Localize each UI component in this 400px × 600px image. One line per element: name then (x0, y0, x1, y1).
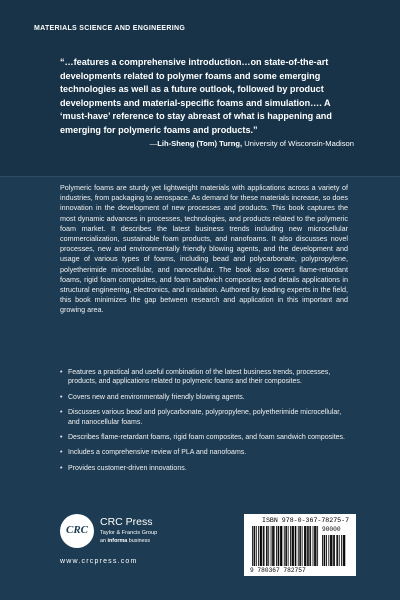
barcode-bar (308, 526, 309, 566)
barcode-bar (317, 526, 318, 566)
barcode-bar (299, 526, 300, 566)
addon-bar (331, 535, 332, 566)
barcode-bar (302, 526, 303, 566)
barcode-bar (314, 526, 315, 566)
book-description: Polymeric foams are sturdy yet lightweight materials with applications across a variety of industries, from packaging to aerospace. As demand for these materials increase, so does innovation in the development of new processes and products. This book captures the most dynamic advances in processes, technologies, and products related to the polymeric foam market. It describes the latest business trends including new microcellular commercialization, sustainable foam products, and nanofoams. It also discusses novel processes, new and environmentally friendly blowing agents, and the development and usage of various types of foams, including bead and polycarbonate, polypropylene, polyetherimide microcellular, and nanocellular. The book also covers flame-retardant foams, rigid foam composites, and foam sandwich composites and details applications in structural engineering, electronics, and insulation. Authored by leading experts in the field, this book minimizes the gap between research and application in this important and growing area. (60, 183, 348, 315)
barcode-bar (295, 526, 296, 566)
addon-bar (334, 535, 335, 566)
barcode-bar (286, 526, 287, 566)
addon-bar (337, 535, 338, 566)
feature-item (60, 448, 348, 457)
feature-text: Includes a comprehensive review of PLA and nanofoams. (68, 449, 247, 457)
addon-bar (341, 535, 342, 566)
barcode-bar (304, 526, 305, 566)
barcode-bar (268, 526, 269, 566)
barcode-bar (264, 526, 265, 566)
addon-bar (339, 535, 340, 566)
feature-item (60, 433, 348, 442)
barcode-bar (272, 526, 273, 566)
bullet-icon: • (60, 464, 63, 472)
business-suffix: business (127, 538, 151, 544)
feature-list (60, 368, 348, 479)
section-divider (0, 176, 400, 177)
barcode-bar (295, 526, 296, 566)
barcode-bar (292, 526, 293, 566)
addon-bar (333, 535, 334, 566)
barcode-bar (278, 526, 279, 566)
barcode-bar (316, 526, 317, 566)
attribution-author: Lih-Sheng (Tom) Turng, (157, 139, 243, 148)
barcode-bar (310, 526, 311, 566)
feature-item (60, 408, 348, 427)
barcode-bar (261, 526, 262, 566)
barcode-bar (306, 526, 307, 566)
barcode-bar (282, 526, 283, 566)
barcode-digits: 9 780367 782757 (250, 567, 306, 574)
feature-text: Describes flame-retardant foams, rigid foam composites, and foam sandwich composites. (68, 434, 346, 442)
barcode-bar (284, 526, 285, 566)
barcode-bar (254, 526, 255, 566)
barcode-bar (267, 526, 268, 566)
feature-text: Discusses various bead and polycarbonate, polypropylene, polyetherimide microcellular, and nanocellular foams. (68, 409, 342, 426)
barcode-bar (280, 526, 281, 566)
bullet-icon: • (60, 409, 63, 417)
addon-bar (336, 535, 337, 566)
addon-bar (328, 535, 329, 566)
barcode-bar (256, 526, 257, 566)
feature-text: Provides customer-driven innovations. (68, 464, 187, 472)
barcode-bar (278, 526, 279, 566)
addon-bar (324, 535, 325, 566)
bullet-icon: • (60, 434, 63, 442)
barcode-bar (313, 526, 314, 566)
barcode-bar (307, 526, 308, 566)
bullet-icon: • (60, 369, 63, 376)
barcode-bar (261, 526, 262, 566)
barcode-bar (290, 526, 291, 566)
business-prefix: an (100, 538, 108, 544)
crc-logo-icon (60, 514, 94, 548)
barcode-bar (252, 526, 253, 566)
feature-item (60, 393, 348, 402)
addon-bar (332, 535, 333, 566)
publisher-name: CRC Press (100, 516, 153, 528)
subject-category: MATERIALS SCIENCE AND ENGINEERING (34, 25, 186, 32)
endorsement-quote: “…features a comprehensive introduction…on state-of-the-art developments related to polymer foams and some emerging technologies as well as a future outlook, followed by product developments and material-specific foams and simulation…. A ‘must-have’ reference to stay abreast of what is happening and emerging for polymeric foams and products.” (60, 57, 332, 135)
addon-bar (330, 535, 331, 566)
price-code: 90000 (322, 526, 341, 533)
barcode-bar (281, 526, 282, 566)
barcode-bar (258, 526, 259, 566)
barcode-bar (260, 526, 261, 566)
barcode-bar (263, 526, 264, 566)
addon-bar (344, 535, 345, 566)
barcode-bar (298, 526, 299, 566)
publisher-website: www.crcpress.com (60, 558, 138, 565)
barcode-bar (274, 526, 275, 566)
barcode-bar (273, 526, 274, 566)
barcode-bar (315, 526, 316, 566)
publisher-group: Taylor & Francis Group (100, 530, 158, 536)
barcode-bar (292, 526, 293, 566)
attribution-dash: — (149, 139, 158, 148)
addon-bar (322, 535, 323, 566)
barcode-bar (309, 526, 310, 566)
addon-bar (324, 535, 325, 566)
logo-lettering: CRC (65, 524, 88, 536)
bullet-icon: • (60, 449, 63, 457)
publisher-business (100, 538, 150, 544)
feature-item (60, 368, 348, 387)
business-brand: informa (107, 538, 128, 544)
addon-bar (343, 535, 344, 566)
barcode-bar (254, 526, 255, 566)
quote-attribution (150, 139, 354, 148)
barcode-bar (276, 526, 277, 566)
addon-bar (326, 535, 327, 566)
isbn-barcode (244, 514, 356, 576)
publisher-logo (60, 514, 220, 554)
barcode-bar (266, 526, 267, 566)
feature-item (60, 464, 348, 473)
barcode-bar (300, 526, 301, 566)
bullet-icon: • (60, 393, 63, 401)
attribution-affiliation: University of Wisconsin-Madison (242, 139, 354, 148)
barcode-bar (293, 526, 294, 566)
feature-text: Features a practical and useful combination of the latest business trends, processes, products, and applications related to polymeric foams and their composites. (68, 369, 331, 386)
barcode-bar (285, 526, 286, 566)
barcode-bar (271, 526, 272, 566)
addon-bar (344, 535, 345, 566)
isbn-number: ISBN 978-0-367-78275-7 (262, 517, 350, 524)
barcode-bar (305, 526, 306, 566)
barcode-bar (288, 526, 289, 566)
feature-text: Covers new and environmentally friendly blowing agents. (68, 393, 245, 401)
